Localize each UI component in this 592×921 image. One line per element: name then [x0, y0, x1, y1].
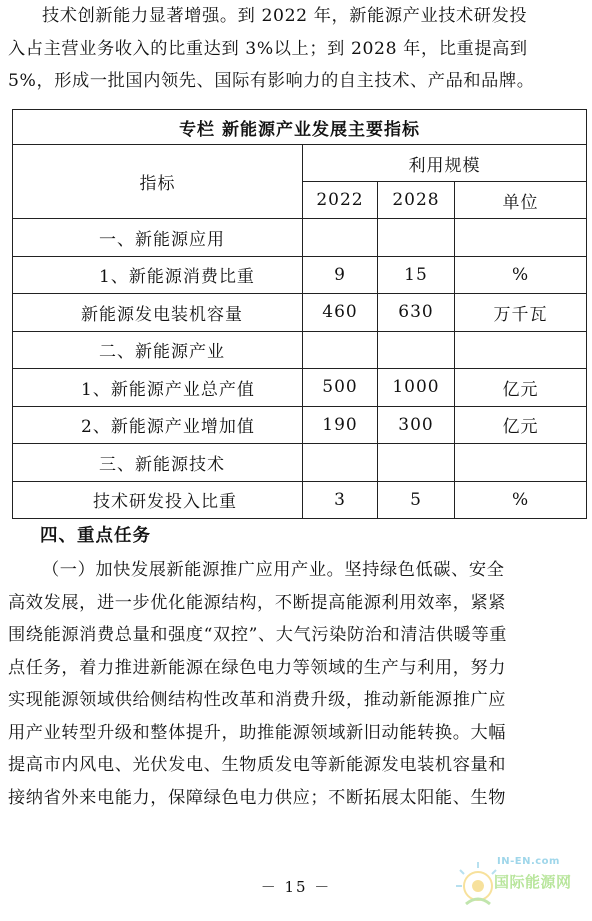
intro-line: 技术创新能力显著增强。到 2022 年，新能源产业技术研发投: [42, 6, 528, 26]
header-indicator: 指标: [13, 145, 303, 219]
row-unit: [455, 219, 587, 257]
header-scale: 利用规模: [303, 145, 587, 182]
section-title: 四、重点任务: [40, 526, 151, 546]
row-label: 三、新能源技术: [13, 444, 303, 482]
row-value-2022: [303, 219, 378, 257]
watermark-name: 国际能源网: [494, 873, 572, 891]
row-value-2028: [378, 219, 455, 257]
row-value-2022: [303, 444, 378, 482]
row-value-2028: 5: [378, 481, 455, 519]
indicator-table: [12, 109, 587, 519]
table-row: [13, 331, 587, 369]
body-line: 围绕能源消费总量和强度“双控”、大气污染防治和清洁供暖等重: [8, 625, 508, 645]
row-unit: 亿元: [455, 406, 587, 444]
row-label: 1、新能源产业总产值: [13, 369, 303, 407]
table-row: [13, 406, 587, 444]
row-value-2022: 190: [303, 406, 378, 444]
row-value-2022: [303, 331, 378, 369]
row-label: 2、新能源产业增加值: [13, 406, 303, 444]
table-row: [13, 219, 587, 257]
row-label: 技术研发投入比重: [13, 481, 303, 519]
row-unit: %: [455, 256, 587, 294]
row-value-2022: 3: [303, 481, 378, 519]
row-value-2022: 9: [303, 256, 378, 294]
body-line: 提高市内风电、光伏发电、生物质发电等新能源发电装机容量和: [8, 755, 507, 775]
body-line: 接纳省外来电能力，保障绿色电力供应；不断拓展太阳能、生物: [8, 787, 507, 808]
header-year-2022: 2022: [303, 182, 378, 219]
body-paragraph: [8, 554, 582, 814]
row-value-2022: 460: [303, 294, 378, 332]
row-unit: 万千瓦: [455, 294, 587, 332]
body-line: 用产业转型升级和整体提升，助推能源领域新旧动能转换。大幅: [8, 722, 507, 743]
body-line: 高效发展，进一步优化能源结构，不断提高能源利用效率，紧紧: [8, 592, 507, 613]
row-value-2028: 300: [378, 406, 455, 444]
row-label: 一、新能源应用: [13, 219, 303, 257]
table-row: [13, 444, 587, 482]
page-number: － 15 －: [260, 878, 332, 896]
body-line: （一）加快发展新能源推广应用产业。坚持绿色低碳、安全: [42, 560, 505, 580]
row-value-2028: [378, 444, 455, 482]
row-value-2028: [378, 331, 455, 369]
intro-line: 5%，形成一批国内领先、国际有影响力的自主技术、产品和品牌。: [8, 71, 535, 91]
table-caption: 专栏 新能源产业发展主要指标: [13, 110, 587, 145]
header-year-2028: 2028: [378, 182, 455, 219]
row-label: 1、新能源消费比重: [13, 256, 303, 294]
intro-paragraph: [8, 0, 582, 98]
row-label: 新能源发电装机容量: [13, 294, 303, 332]
table-row: [13, 294, 587, 332]
table-row: [13, 369, 587, 407]
row-value-2028: 630: [378, 294, 455, 332]
intro-line: 入占主营业务收入的比重达到 3%以上；到 2028 年，比重提高到: [8, 38, 528, 59]
body-line: 实现能源领域供给侧结构性改革和消费升级，推动新能源推广应: [8, 690, 507, 710]
row-value-2022: 500: [303, 369, 378, 407]
row-unit: 亿元: [455, 369, 587, 407]
row-unit: [455, 444, 587, 482]
table-row: [13, 481, 587, 519]
row-unit: [455, 331, 587, 369]
body-line: 点任务，着力推进新能源在绿色电力等领域的生产与利用，努力: [8, 657, 507, 678]
header-unit: 单位: [455, 182, 587, 219]
row-value-2028: 15: [378, 256, 455, 294]
watermark-url: IN-EN.com: [497, 856, 560, 867]
row-unit: %: [455, 481, 587, 519]
row-label: 二、新能源产业: [13, 331, 303, 369]
row-value-2028: 1000: [378, 369, 455, 407]
table-row: [13, 256, 587, 294]
